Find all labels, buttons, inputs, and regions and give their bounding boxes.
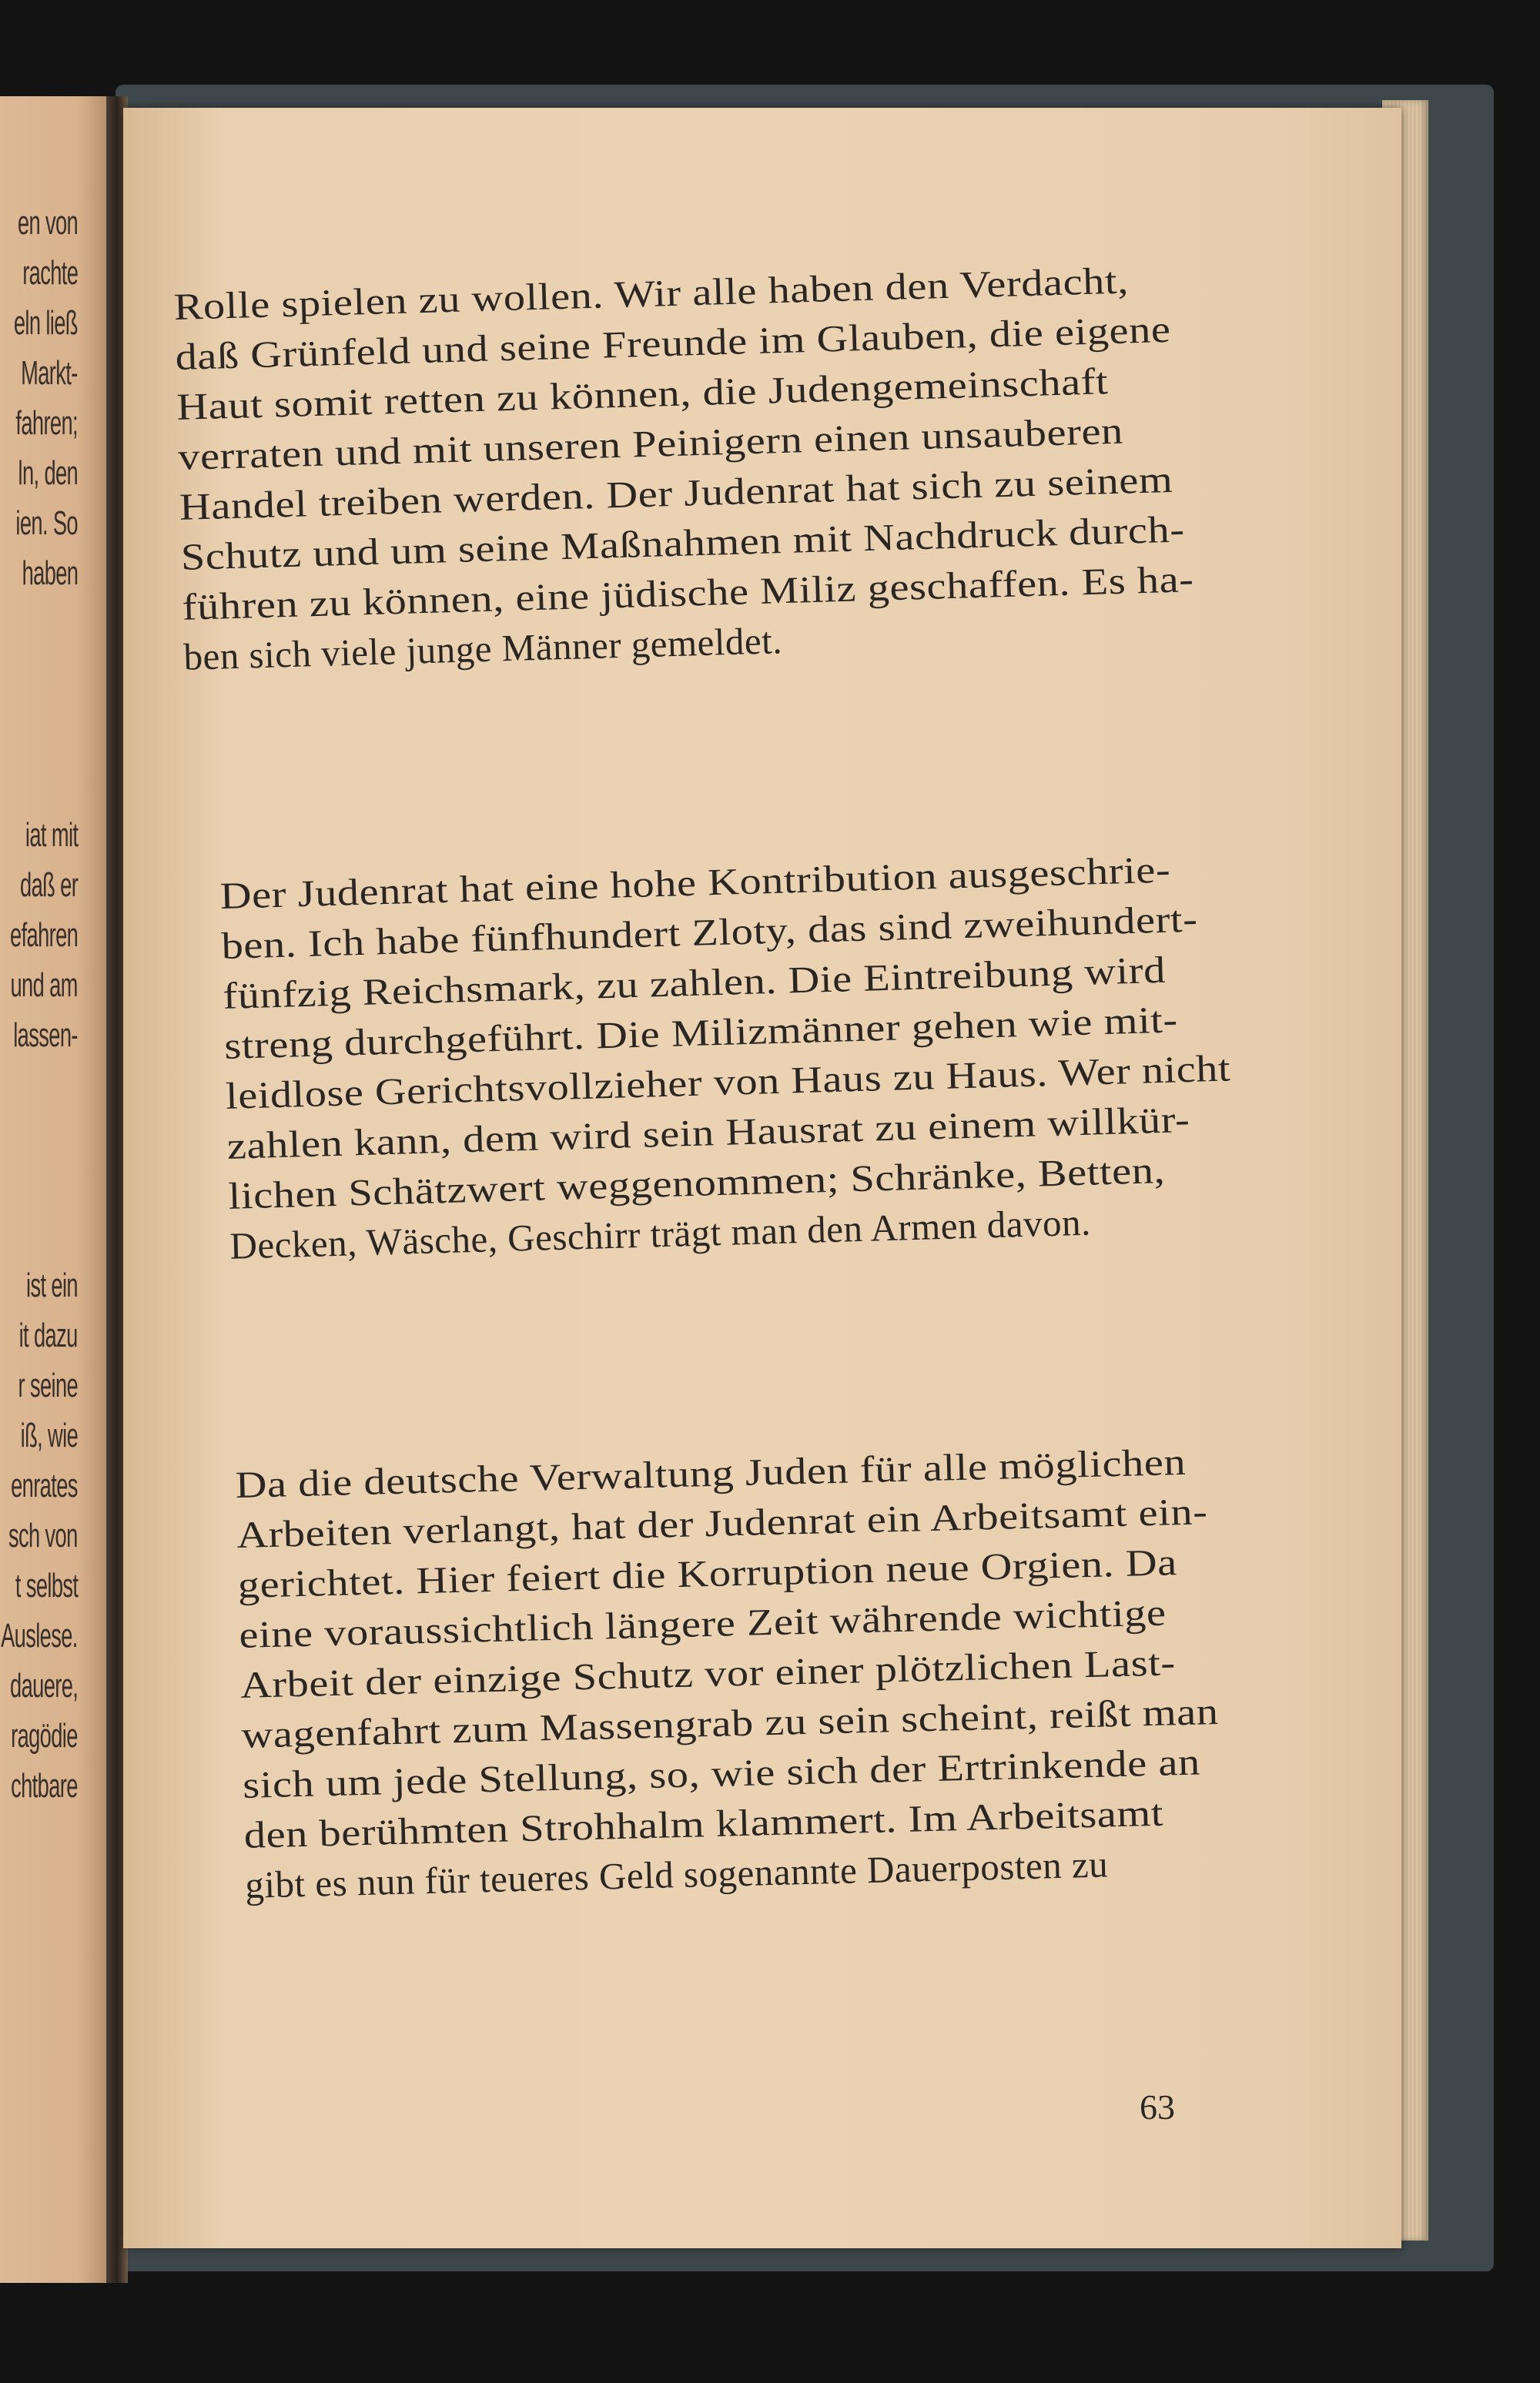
text-line: leidlose Gerichtsvollzieher von Haus zu Haus. Wer nicht	[225, 1046, 1231, 1117]
left-page-line: r seine	[18, 1367, 78, 1404]
text-line: Rolle spielen zu wollen. Wir alle haben den Verdacht,	[173, 259, 1130, 328]
left-page-line: ist ein	[26, 1267, 78, 1304]
text-line: zahlen kann, dem wird sein Hausrat zu einem willkür-	[226, 1097, 1191, 1167]
left-page-line: ragödie	[11, 1717, 78, 1755]
left-page-line: und am	[10, 966, 78, 1004]
text-line: ben. Ich habe fünfhundert Zloty, das sind zweihundert-	[220, 897, 1199, 967]
left-page-line: iß, wie	[20, 1417, 78, 1454]
left-page-line: lassen-	[13, 1016, 78, 1054]
left-page-line: efahren	[9, 916, 78, 954]
text-line: den berühmten Strohhalm klammert. Im Arbeitsamt	[243, 1791, 1164, 1856]
text-line: eine voraussichtlich längere Zeit währende wichtige	[238, 1591, 1167, 1656]
text-line: Decken, Wäsche, Geschirr trägt man den Armen davon.	[229, 1200, 1092, 1267]
text-line: Arbeiten verlangt, hat der Judenrat ein Arbeitsamt ein-	[236, 1490, 1209, 1556]
page-number: 63	[1140, 2087, 1175, 2127]
right-page	[123, 108, 1401, 2248]
left-page-line: dauere,	[9, 1667, 78, 1705]
text-line: daß Grünfeld und seine Freunde im Glauben, die eigene	[174, 307, 1172, 378]
text-line: ben sich viele junge Männer gemeldet.	[182, 619, 783, 678]
text-line: Der Judenrat hat eine hohe Kontribution ausgeschrie-	[219, 848, 1171, 917]
left-page-line: daß er	[19, 866, 78, 904]
text-line: Handel treiben werden. Der Judenrat hat sich zu seinem	[179, 457, 1173, 528]
text-line: wagenfahrt zum Massengrab zu sein scheint, reißt man	[240, 1689, 1220, 1756]
text-line: verraten und mit unseren Peinigern einen unsauberen	[177, 409, 1124, 478]
text-line: Da die deutsche Verwaltung Juden für alle möglichen	[235, 1440, 1187, 1506]
left-page-line: iat mit	[25, 816, 78, 854]
text-line: sich um jede Stellung, so, wie sich der Ertrinkende an	[242, 1740, 1201, 1806]
left-page-line: fahren;	[15, 404, 78, 442]
left-page-line: enrates	[11, 1467, 78, 1504]
left-page-line: rachte	[22, 254, 78, 292]
text-line: lichen Schätzwert weggenommen; Schränke, Betten,	[227, 1148, 1166, 1217]
text-line: gibt es nun für teueres Geld sogenannte Dauerposten zu	[244, 1842, 1109, 1906]
text-line: Schutz und um seine Maßnahmen mit Nachdruck durch-	[180, 507, 1186, 578]
left-page-line: chtbare	[11, 1767, 78, 1805]
left-page-line: sch von	[8, 1517, 78, 1555]
left-page-line: t selbst	[15, 1567, 78, 1605]
left-page-line: Markt-	[21, 354, 78, 392]
text-line: gerichtet. Hier feiert die Korruption neue Orgien. Da	[237, 1541, 1178, 1606]
text-line: fünfzig Reichsmark, zu zahlen. Die Eintreibung wird	[222, 948, 1167, 1017]
left-page-line: ien. So	[15, 504, 78, 542]
text-line: führen zu können, eine jüdische Miliz geschaffen. Es ha-	[181, 557, 1195, 628]
text-line: Haut somit retten zu können, die Judengemeinschaft	[176, 360, 1109, 428]
left-page-line: eln ließ	[14, 304, 78, 342]
left-page	[0, 96, 112, 2283]
text-line: Arbeit der einzige Schutz vor einer plötzlichen Last-	[239, 1641, 1177, 1706]
left-page-line: Auslese.	[1, 1617, 78, 1655]
text-line: streng durchgeführt. Die Milizmänner gehen wie mit-	[223, 998, 1179, 1067]
left-page-line: haben	[22, 554, 78, 592]
left-page-line: ln, den	[18, 454, 78, 492]
left-page-line: it dazu	[18, 1317, 78, 1354]
left-page-line: en von	[17, 204, 78, 242]
